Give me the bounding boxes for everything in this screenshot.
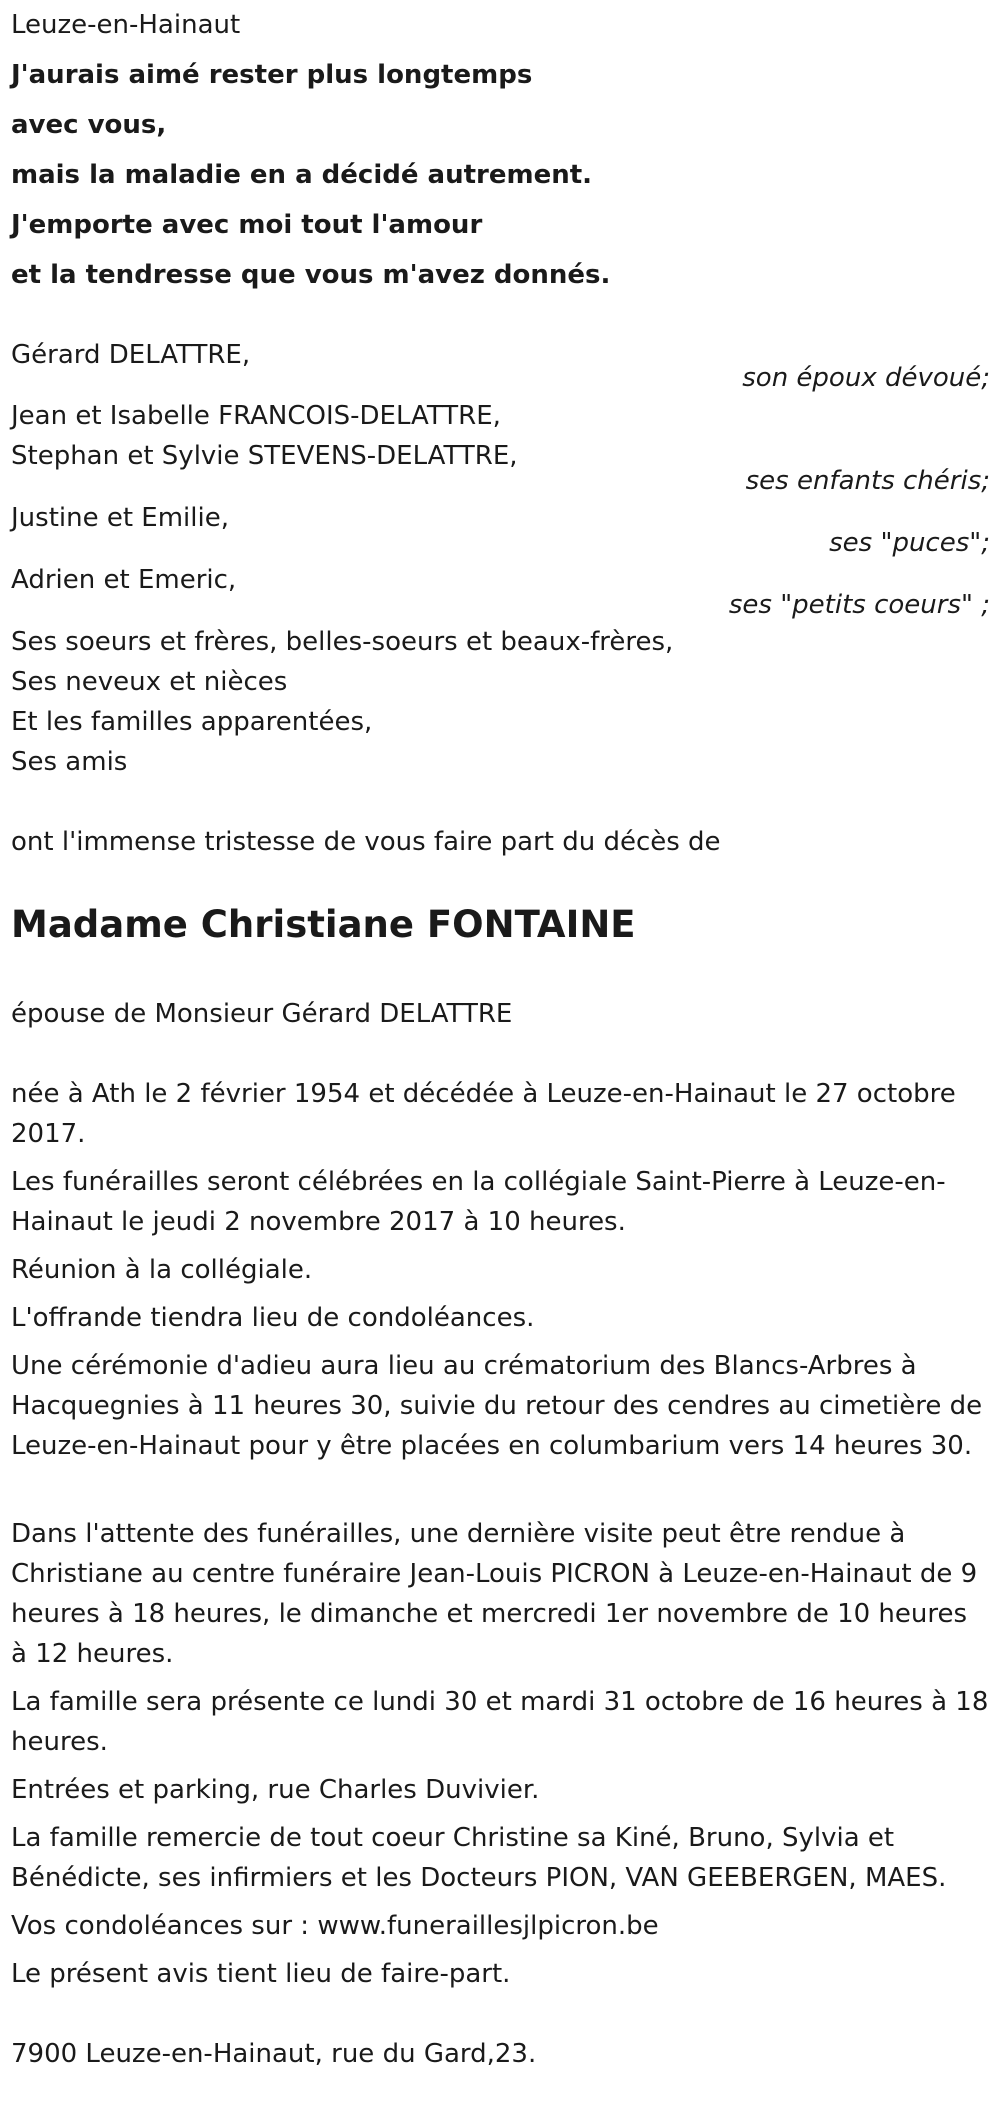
child-1: Jean et Isabelle FRANCOIS-DELATTRE, bbox=[11, 401, 501, 431]
poem-line-3: mais la maladie en a décidé autrement. bbox=[11, 160, 593, 190]
poem-line-5: et la tendresse que vous m'avez donnés. bbox=[11, 260, 611, 290]
relatives-line-4: Ses amis bbox=[11, 747, 128, 777]
relatives-line-2: Ses neveux et nièces bbox=[11, 667, 288, 697]
children-role: ses enfants chéris; bbox=[745, 466, 990, 496]
grandsons-role: ses "petits coeurs" ; bbox=[728, 590, 990, 620]
detail-ceremony: Une cérémonie d'adieu aura lieu au crématorium des Blancs-Arbres à Hacquegnies à 11 heures 30, suivie du retour des cendres au cimetière de Leuze-en-Hainaut pour y être placées en columbarium vers 14 heures 30. bbox=[11, 1351, 983, 1461]
deceased-name: Madame Christiane FONTAINE bbox=[11, 903, 636, 946]
relatives-line-1: Ses soeurs et frères, belles-soeurs et beaux-frères, bbox=[11, 627, 674, 657]
location-header: Leuze-en-Hainaut bbox=[11, 10, 241, 40]
husband-role: son époux dévoué; bbox=[742, 363, 990, 393]
address: 7900 Leuze-en-Hainaut, rue du Gard,23. bbox=[11, 2039, 537, 2069]
child-2: Stephan et Sylvie STEVENS-DELATTRE, bbox=[11, 441, 518, 471]
detail-notice: Le présent avis tient lieu de faire-part. bbox=[11, 1959, 511, 1989]
detail-parking: Entrées et parking, rue Charles Duvivier. bbox=[11, 1775, 540, 1805]
granddaughters-role: ses "puces"; bbox=[829, 528, 990, 558]
detail-meeting: Réunion à la collégiale. bbox=[11, 1255, 313, 1285]
poem-line-4: J'emporte avec moi tout l'amour bbox=[11, 210, 483, 240]
relatives-line-3: Et les familles apparentées, bbox=[11, 707, 373, 737]
spouse-line: épouse de Monsieur Gérard DELATTRE bbox=[11, 999, 513, 1029]
detail-visit: Dans l'attente des funérailles, une dernière visite peut être rendue à Christiane au centre funéraire Jean-Louis PICRON à Leuze-en-Hainaut de 9 heures à 18 heures, le dimanche et mercredi 1er novembre de 10 heures à 12 heures. bbox=[11, 1519, 978, 1669]
husband-name: Gérard DELATTRE, bbox=[11, 340, 251, 370]
detail-thanks: La famille remercie de tout coeur Christine sa Kiné, Bruno, Sylvia et Bénédicte, ses infirmiers et les Docteurs PION, VAN GEEBERGEN, MAES. bbox=[11, 1823, 947, 1893]
poem-line-1: J'aurais aimé rester plus longtemps bbox=[11, 60, 533, 90]
detail-birth-death: née à Ath le 2 février 1954 et décédée à Leuze-en-Hainaut le 27 octobre 2017. bbox=[11, 1079, 956, 1149]
granddaughters: Justine et Emilie, bbox=[11, 503, 229, 533]
grandsons: Adrien et Emeric, bbox=[11, 565, 237, 595]
detail-offering: L'offrande tiendra lieu de condoléances. bbox=[11, 1303, 535, 1333]
detail-family-presence: La famille sera présente ce lundi 30 et mardi 31 octobre de 16 heures à 18 heures. bbox=[11, 1687, 989, 1757]
condolences-link[interactable]: Vos condoléances sur : www.funeraillesjlpicron.be bbox=[11, 1911, 659, 1941]
announcement: ont l'immense tristesse de vous faire part du décès de bbox=[11, 827, 721, 857]
detail-funeral: Les funérailles seront célébrées en la collégiale Saint-Pierre à Leuze-en-Hainaut le jeudi 2 novembre 2017 à 10 heures. bbox=[11, 1167, 946, 1237]
poem-line-2: avec vous, bbox=[11, 110, 167, 140]
